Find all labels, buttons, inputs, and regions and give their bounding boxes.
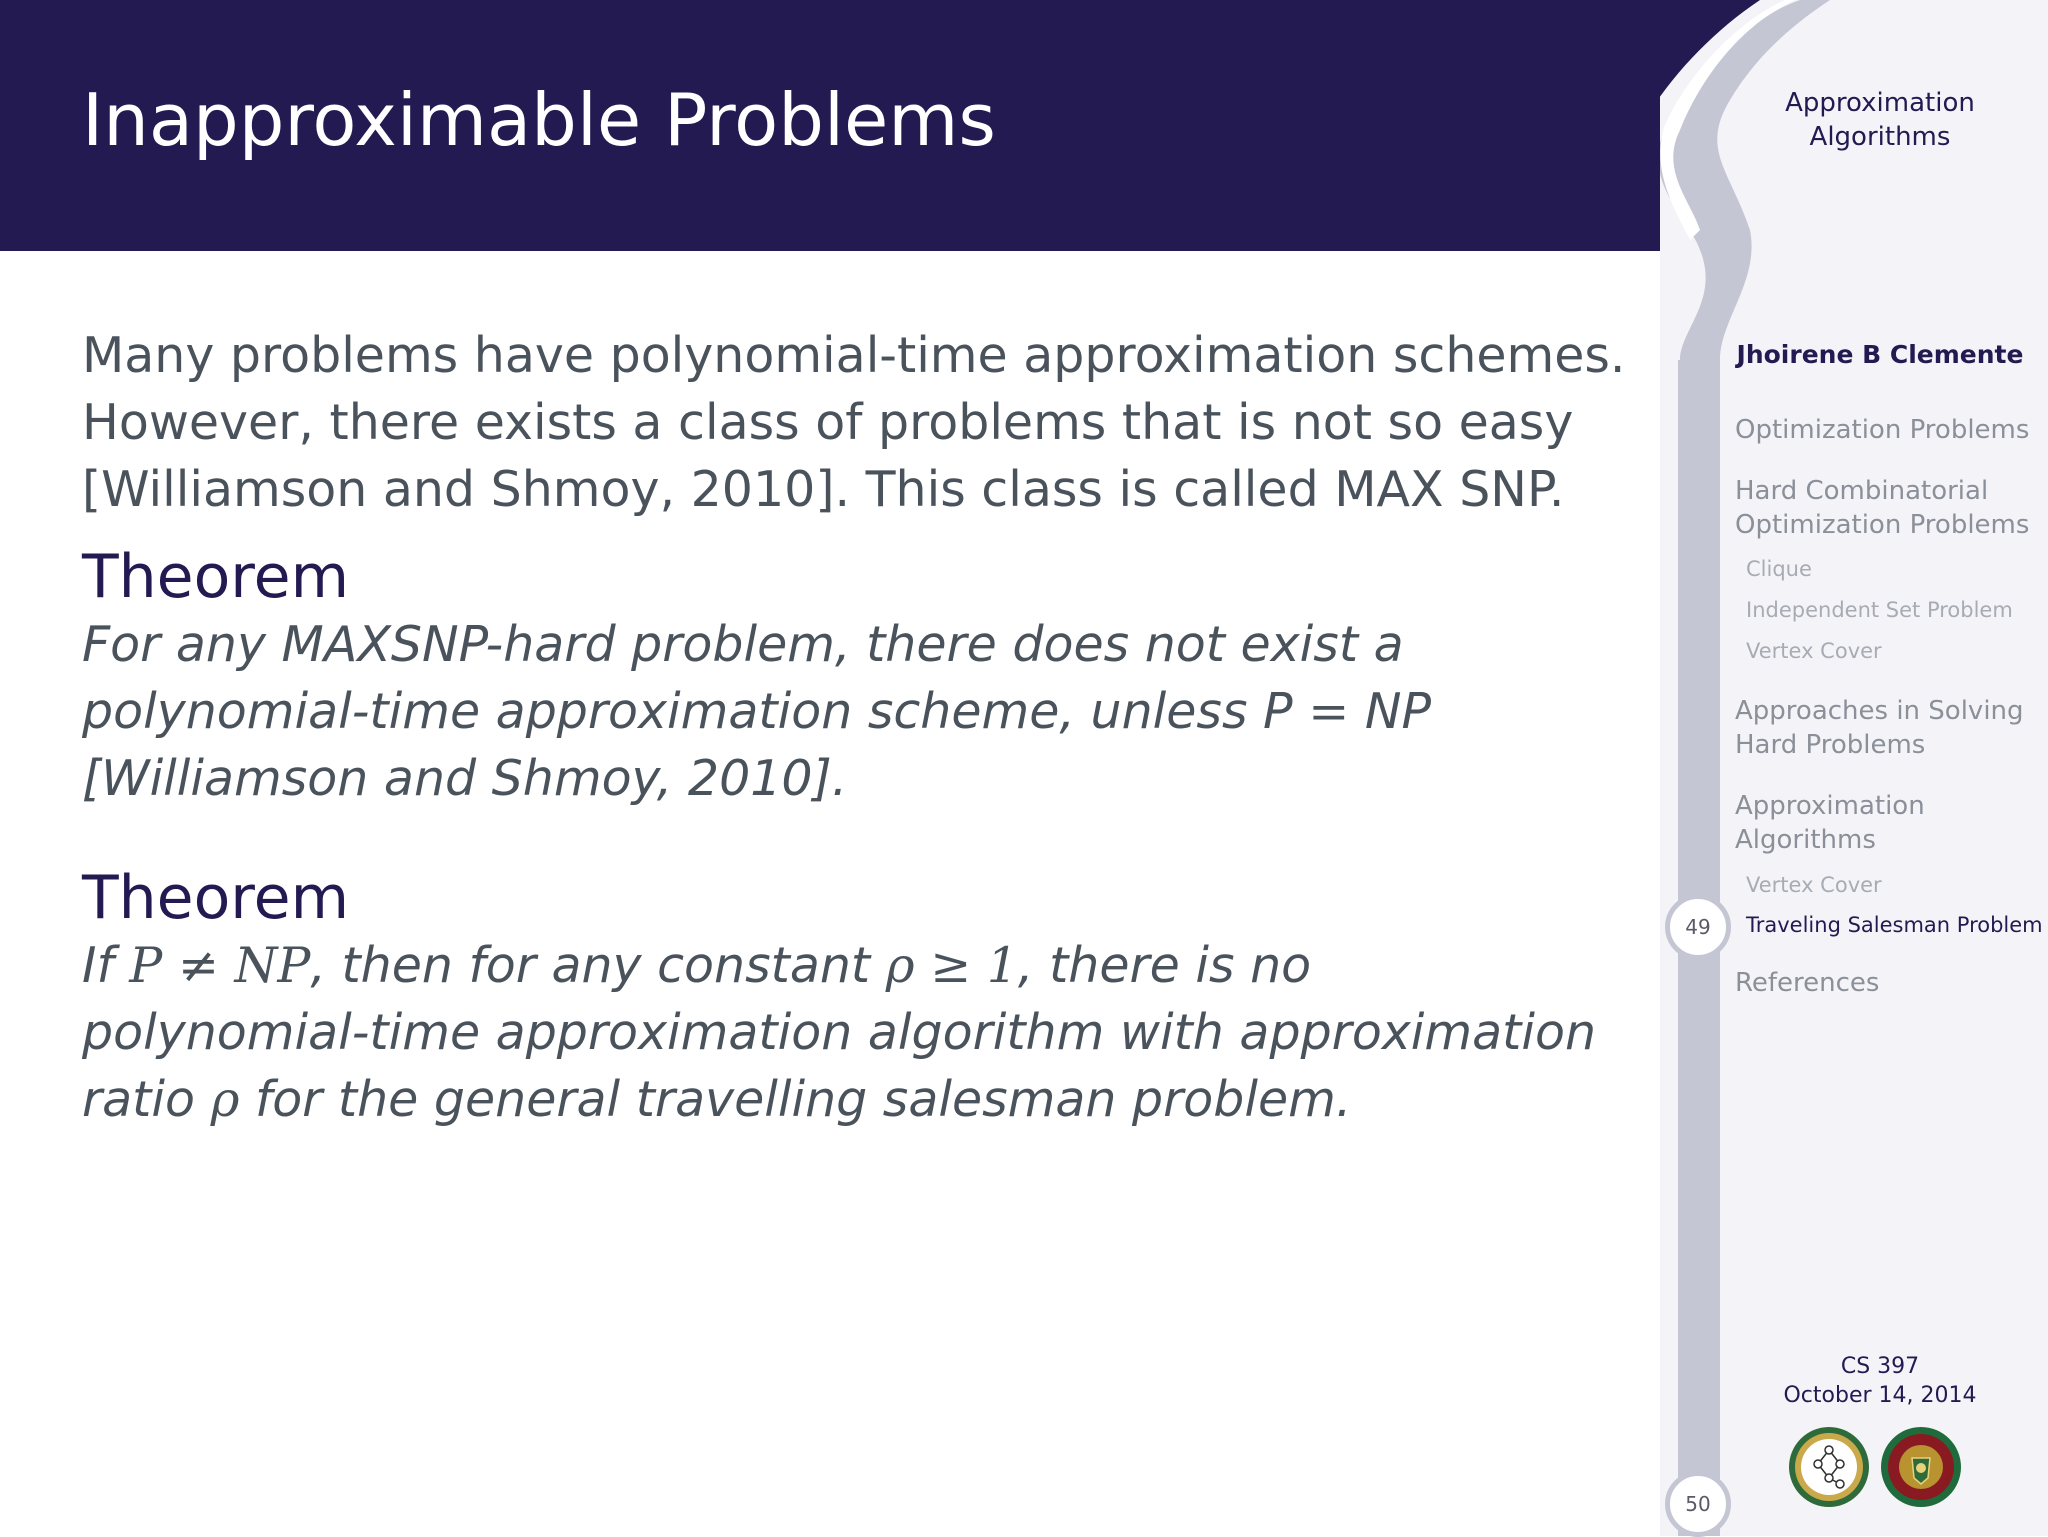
theorem1-line-2 (82, 678, 1582, 745)
math-p-neq-np: P ≠ NP (129, 937, 311, 994)
toc-clique[interactable]: Clique (1746, 557, 1812, 581)
toc-approaches[interactable] (1735, 694, 2024, 762)
course-code: CS 397 (1840, 1354, 1920, 1379)
toc-vertex-cover-1[interactable]: Vertex Cover (1746, 639, 1882, 663)
theorem2-line-1-mid: , then for any constant (310, 937, 886, 994)
theorem-block-2 (82, 863, 1597, 1133)
total-pages-indicator[interactable]: 50 (1665, 1471, 1731, 1537)
current-page-indicator[interactable]: 49 (1665, 894, 1731, 960)
intro-line-3: [Williamson and Shmoy, 2010]. This class is called MAX SNP. (82, 461, 1565, 518)
slide-title: Inapproximable Problems (82, 78, 996, 162)
theorem2-line-1 (82, 932, 1582, 999)
toc-independent-set[interactable]: Independent Set Problem (1746, 598, 2013, 622)
toc-approximation-algorithms[interactable] (1735, 789, 1925, 857)
theorem1-line-1: For any MAXSNP-hard problem, there does not exist a (82, 616, 1404, 673)
theorem1-line-3: [Williamson and Shmoy, 2010]. (82, 750, 848, 807)
toc-references[interactable]: References (1735, 968, 1880, 998)
toc-approaches-line-2: Hard Problems (1735, 730, 1926, 760)
theorem2-line-1-post: , there is no (1017, 937, 1312, 994)
theorem2-line-1-pre: If (82, 937, 130, 994)
math-rho-geq-1: ρ ≥ 1 (885, 937, 1018, 994)
intro-line-1: Many problems have polynomial-time approximation schemes. (82, 327, 1626, 384)
presentation-date: October 14, 2014 (1783, 1383, 1977, 1408)
toc-optimization-problems[interactable]: Optimization Problems (1735, 415, 2030, 445)
intro-line-2: However, there exists a class of problems that is not so easy (82, 394, 1574, 451)
theorem2-line-3-pre: ratio (82, 1071, 211, 1128)
presentation-title[interactable] (1720, 86, 2040, 154)
theorem2-line-3 (82, 1066, 1582, 1133)
up-seal-icon (1880, 1426, 1962, 1508)
slide-content (82, 322, 1626, 1133)
theorem1-line-2-post: NP (1349, 683, 1432, 740)
theorem2-line-3-post: for the general travelling salesman problem. (239, 1071, 1352, 1128)
toc-traveling-salesman[interactable]: Traveling Salesman Problem (1746, 913, 2043, 937)
toc-approximation-algorithms-line-2: Algorithms (1735, 825, 1876, 855)
author-name[interactable]: Jhoirene B Clemente (1736, 340, 2024, 369)
toc-approaches-line-1: Approaches in Solving (1735, 696, 2024, 726)
equals-sign: = (1308, 683, 1350, 740)
toc-hard-combinatorial-line-2: Optimization Problems (1735, 510, 2030, 540)
theorem2-line-2: polynomial-time approximation algorithm with approximation (82, 1004, 1597, 1061)
math-rho: ρ (210, 1071, 240, 1128)
toc-hard-combinatorial[interactable] (1735, 474, 2029, 542)
course-info (1720, 1352, 2040, 1410)
toc-vertex-cover-2[interactable]: Vertex Cover (1746, 873, 1882, 897)
theorem1-line-2-pre: polynomial-time approximation scheme, unless P (82, 683, 1309, 740)
theorem-heading-2: Theorem (82, 863, 350, 933)
slide-header (0, 0, 1660, 251)
toc-approximation-algorithms-line-1: Approximation (1735, 791, 1925, 821)
dcs-seal-icon (1788, 1426, 1870, 1508)
presentation-title-line-2: Algorithms (1809, 122, 1951, 152)
toc-hard-combinatorial-line-1: Hard Combinatorial (1735, 476, 1989, 506)
presentation-title-line-1: Approximation (1785, 88, 1975, 118)
theorem-heading-1: Theorem (82, 542, 350, 612)
theorem-block-1 (82, 543, 1582, 812)
